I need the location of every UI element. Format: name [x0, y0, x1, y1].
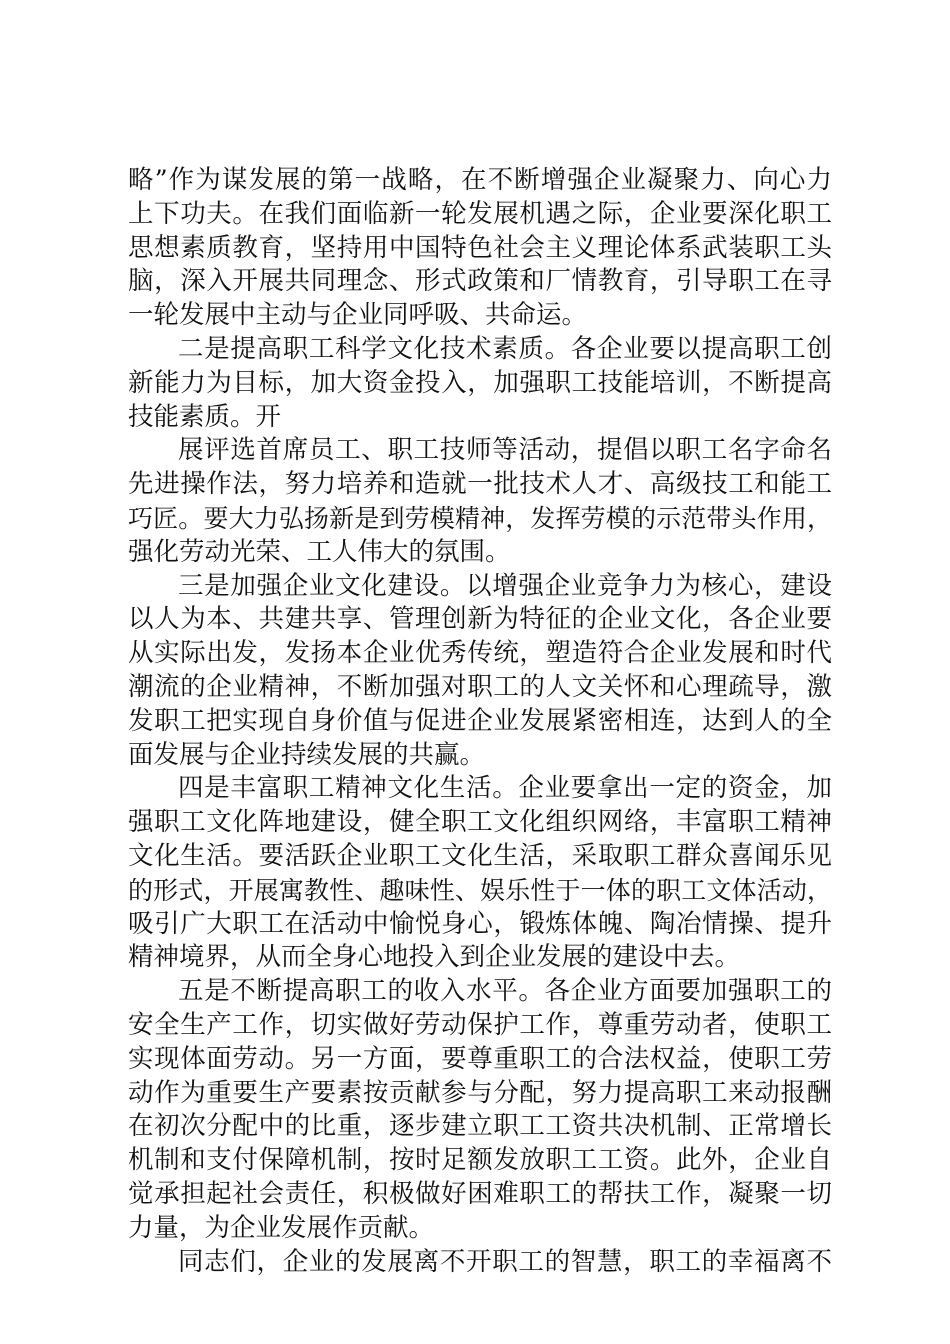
text-line: 二是提高职工科学文化技术素质。各企业要以提高职工创 — [178, 333, 832, 364]
text-line: 面发展与企业持续发展的共赢。 — [128, 739, 486, 770]
text-line: 在初次分配中的比重，逐步建立职工工资共决机制、正常增长 — [128, 1111, 832, 1142]
text-line: 觉承担起社会责任，积极做好困难职工的帮扶工作，凝聚一切 — [128, 1178, 832, 1209]
text-line: 上下功夫。在我们面临新一轮发展机遇之际，企业要深化职工 — [128, 198, 832, 229]
text-line: 展评选首席员工、职工技师等活动，提倡以职工名字命名 — [178, 435, 832, 466]
text-line: 新能力为目标，加大资金投入，加强职工技能培训，不断提高 — [128, 367, 832, 398]
text-line: 强职工文化阵地建设，健全职工文化组织网络，丰富职工精神 — [128, 807, 832, 838]
text-line: 潮流的企业精神，不断加强对职工的人文关怀和心理疏导，激 — [128, 671, 832, 702]
text-line: 先进操作法，努力培养和造就一批技术人才、高级技工和能工 — [128, 469, 832, 500]
text-line: 四是丰富职工精神文化生活。企业要拿出一定的资金，加 — [178, 773, 832, 804]
text-line: 思想素质教育，坚持用中国特色社会主义理论体系武装职工头 — [128, 232, 832, 263]
text-line: 巧匠。要大力弘扬新是到劳模精神，发挥劳模的示范带头作用， — [128, 503, 832, 533]
text-line: 一轮发展中主动与企业同呼吸、共命运。 — [128, 300, 588, 331]
text-line: 吸引广大职工在活动中愉悦身心，锻炼体魄、陶冶情操、提升 — [128, 908, 832, 939]
text-line: 同志们，企业的发展离不开职工的智慧，职工的幸福离不 — [178, 1246, 832, 1277]
text-line: 以人为本、共建共享、管理创新为特征的企业文化，各企业要 — [128, 604, 832, 635]
text-line: 机制和支付保障机制，按时足额发放职工工资。此外，企业自 — [128, 1145, 832, 1176]
text-line: 从实际出发，发扬本企业优秀传统，塑造符合企业发展和时代 — [128, 638, 832, 669]
text-line: 技能素质。开 — [128, 401, 282, 432]
text-line: 精神境界，从而全身心地投入到企业发展的建设中去。 — [128, 942, 741, 973]
text-line: 三是加强企业文化建设。以增强企业竞争力为核心，建设 — [178, 570, 832, 601]
text-line: 动作为重要生产要素按贡献参与分配，努力提高职工来动报酬 — [128, 1077, 832, 1108]
text-line: 文化生活。要活跃企业职工文化生活，采取职工群众喜闻乐见 — [128, 840, 832, 871]
text-line: 安全生产工作，切实做好劳动保护工作，尊重劳动者，使职工 — [128, 1009, 832, 1040]
document-body — [128, 164, 832, 1279]
text-line: 发职工把实现自身价值与促进企业发展紧密相连，达到人的全 — [128, 705, 832, 736]
text-line: 实现体面劳动。另一方面，要尊重职工的合法权益，使职工劳 — [128, 1043, 832, 1074]
text-line: 略”作为谋发展的第一战略，在不断增强企业凝聚力、向心力 — [128, 165, 832, 195]
text-line: 力量，为企业发展作贡献。 — [128, 1212, 435, 1243]
text-line: 的形式，开展寓教性、趣味性、娱乐性于一体的职工文体活动， — [128, 875, 832, 905]
text-line: 五是不断提高职工的收入水平。各企业方面要加强职工的 — [178, 976, 832, 1007]
text-line: 脑，深入开展共同理念、形式政策和厂情教育，引导职工在寻 — [128, 266, 832, 297]
text-line: 强化劳动光荣、工人伟大的氛围。 — [128, 536, 511, 567]
